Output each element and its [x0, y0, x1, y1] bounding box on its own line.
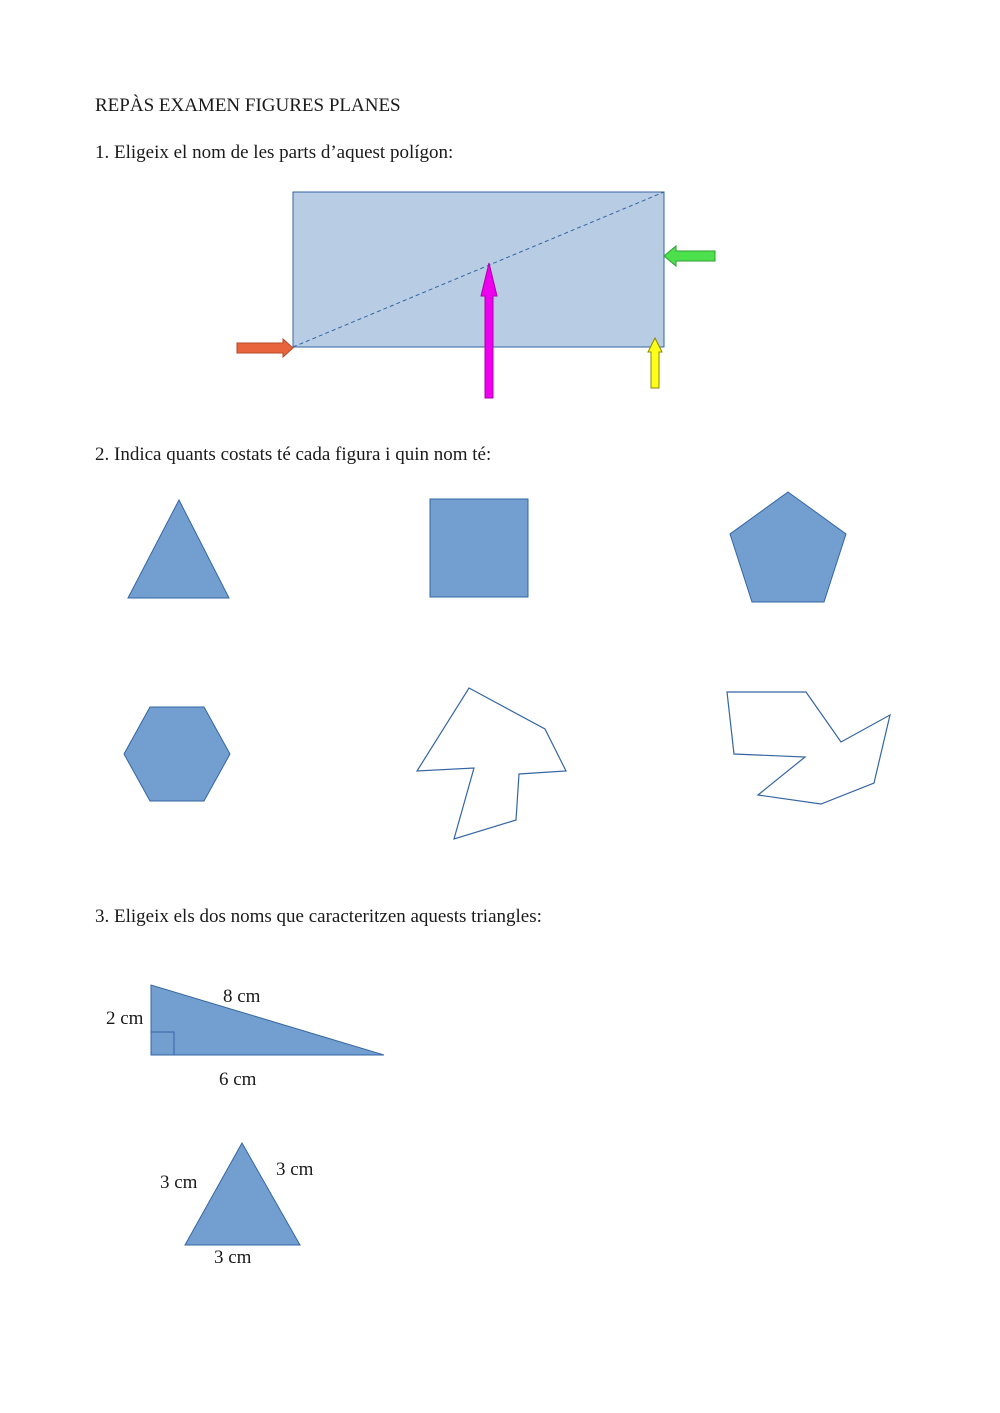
page-title: REPÀS EXAMEN FIGURES PLANES — [95, 95, 401, 116]
question-3: 3. Eligeix els dos noms que caracteritzen aquests triangles: — [95, 906, 542, 927]
right-triangle-hypotenuse-label: 8 cm — [223, 986, 261, 1007]
equilateral-right-label: 3 cm — [276, 1159, 314, 1180]
equilateral-base-label: 3 cm — [214, 1247, 252, 1268]
question-1: 1. Eligeix el nom de les parts d’aquest polígon: — [95, 142, 454, 163]
right-triangle-leg-b-label: 6 cm — [219, 1069, 257, 1090]
right-triangle-leg-a-label: 2 cm — [106, 1008, 144, 1029]
question-2: 2. Indica quants costats té cada figura i quin nom té: — [95, 444, 492, 465]
equilateral-left-label: 3 cm — [160, 1172, 198, 1193]
right-triangle-shape — [151, 985, 384, 1055]
